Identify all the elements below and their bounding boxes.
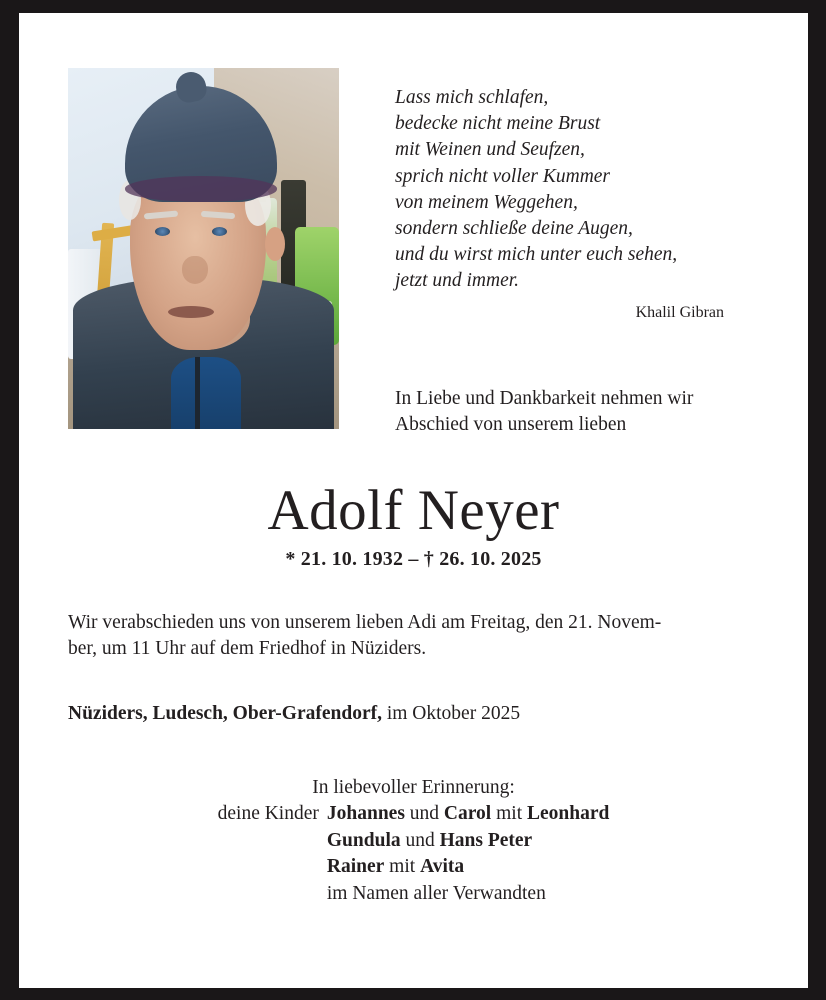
- poem-line: mit Weinen und Seufzen,: [395, 139, 585, 161]
- family-member-name: Johannes: [326, 803, 405, 824]
- poem-line: und du wirst mich unter euch sehen,: [395, 244, 678, 266]
- family-block: [19, 775, 808, 907]
- family-names-line: [327, 828, 609, 855]
- memorial-poem: [395, 85, 725, 322]
- poem-line: von meinem Weggehen,: [395, 191, 578, 213]
- funeral-details: [68, 610, 768, 662]
- funeral-line-2: ber, um 11 Uhr auf dem Friedhof in Nüziders.: [68, 638, 427, 659]
- poem-line: bedecke nicht meine Brust: [395, 113, 601, 135]
- family-names-line: [327, 881, 609, 908]
- photo-subject-beanie-brim: [125, 176, 277, 201]
- intro-text: [395, 386, 755, 438]
- family-names-line: [327, 854, 609, 881]
- poem-line: sprich nicht voller Kummer: [395, 165, 611, 187]
- obituary-paper: [19, 13, 808, 988]
- photo-subject-polo-shirt: [171, 357, 241, 429]
- family-connector-text: und: [404, 803, 444, 824]
- family-member-name: Carol: [443, 803, 492, 824]
- deceased-block: [19, 480, 808, 571]
- photo-subject-eye-right: [212, 227, 227, 236]
- photo-subject-nose: [182, 256, 208, 284]
- place-towns: Nüziders, Ludesch, Ober-Grafendorf,: [68, 703, 382, 724]
- family-names-line: [327, 801, 609, 828]
- family-member-name: Gundula: [326, 829, 401, 851]
- poem-line: sondern schließe deine Augen,: [395, 218, 633, 240]
- family-names-column: [327, 801, 609, 907]
- family-connector-text: mit: [384, 856, 421, 877]
- kinder-label: deine Kinder: [217, 803, 319, 824]
- poem-line: jetzt und immer.: [395, 270, 520, 292]
- family-member-name: Avita: [420, 856, 465, 877]
- photo-subject-eye-left: [155, 227, 170, 236]
- intro-line-1: In Liebe und Dankbarkeit nehmen wir: [395, 388, 694, 409]
- family-rows: [19, 801, 808, 907]
- life-dates: * 21. 10. 1932 – † 26. 10. 2025: [285, 548, 542, 570]
- family-connector-text: und: [400, 829, 440, 851]
- family-heading: In liebevoller Erinnerung:: [312, 777, 515, 798]
- poem-line: Lass mich schlafen,: [395, 87, 549, 108]
- intro-line-2: Abschied von unserem lieben: [395, 414, 627, 435]
- poem-author: Khalil Gibran: [635, 303, 724, 321]
- place-and-date: [68, 701, 520, 727]
- portrait-photo: [68, 68, 339, 429]
- family-connector-text: mit: [491, 803, 527, 824]
- family-member-name: Hans Peter: [439, 829, 533, 851]
- family-connector-text: im Namen aller Verwandten: [326, 882, 546, 904]
- family-member-name: Leonhard: [527, 803, 610, 824]
- deceased-name: Adolf Neyer: [267, 479, 560, 542]
- place-month: im Oktober 2025: [381, 703, 521, 724]
- funeral-line-1: Wir verabschieden uns von unserem lieben Adi am Freitag, den 21. Novem-: [68, 612, 662, 633]
- photo-subject-jacket-zip: [195, 357, 200, 429]
- family-member-name: Rainer: [326, 856, 385, 877]
- family-inner: [218, 801, 610, 907]
- photo-subject-ear: [265, 227, 285, 261]
